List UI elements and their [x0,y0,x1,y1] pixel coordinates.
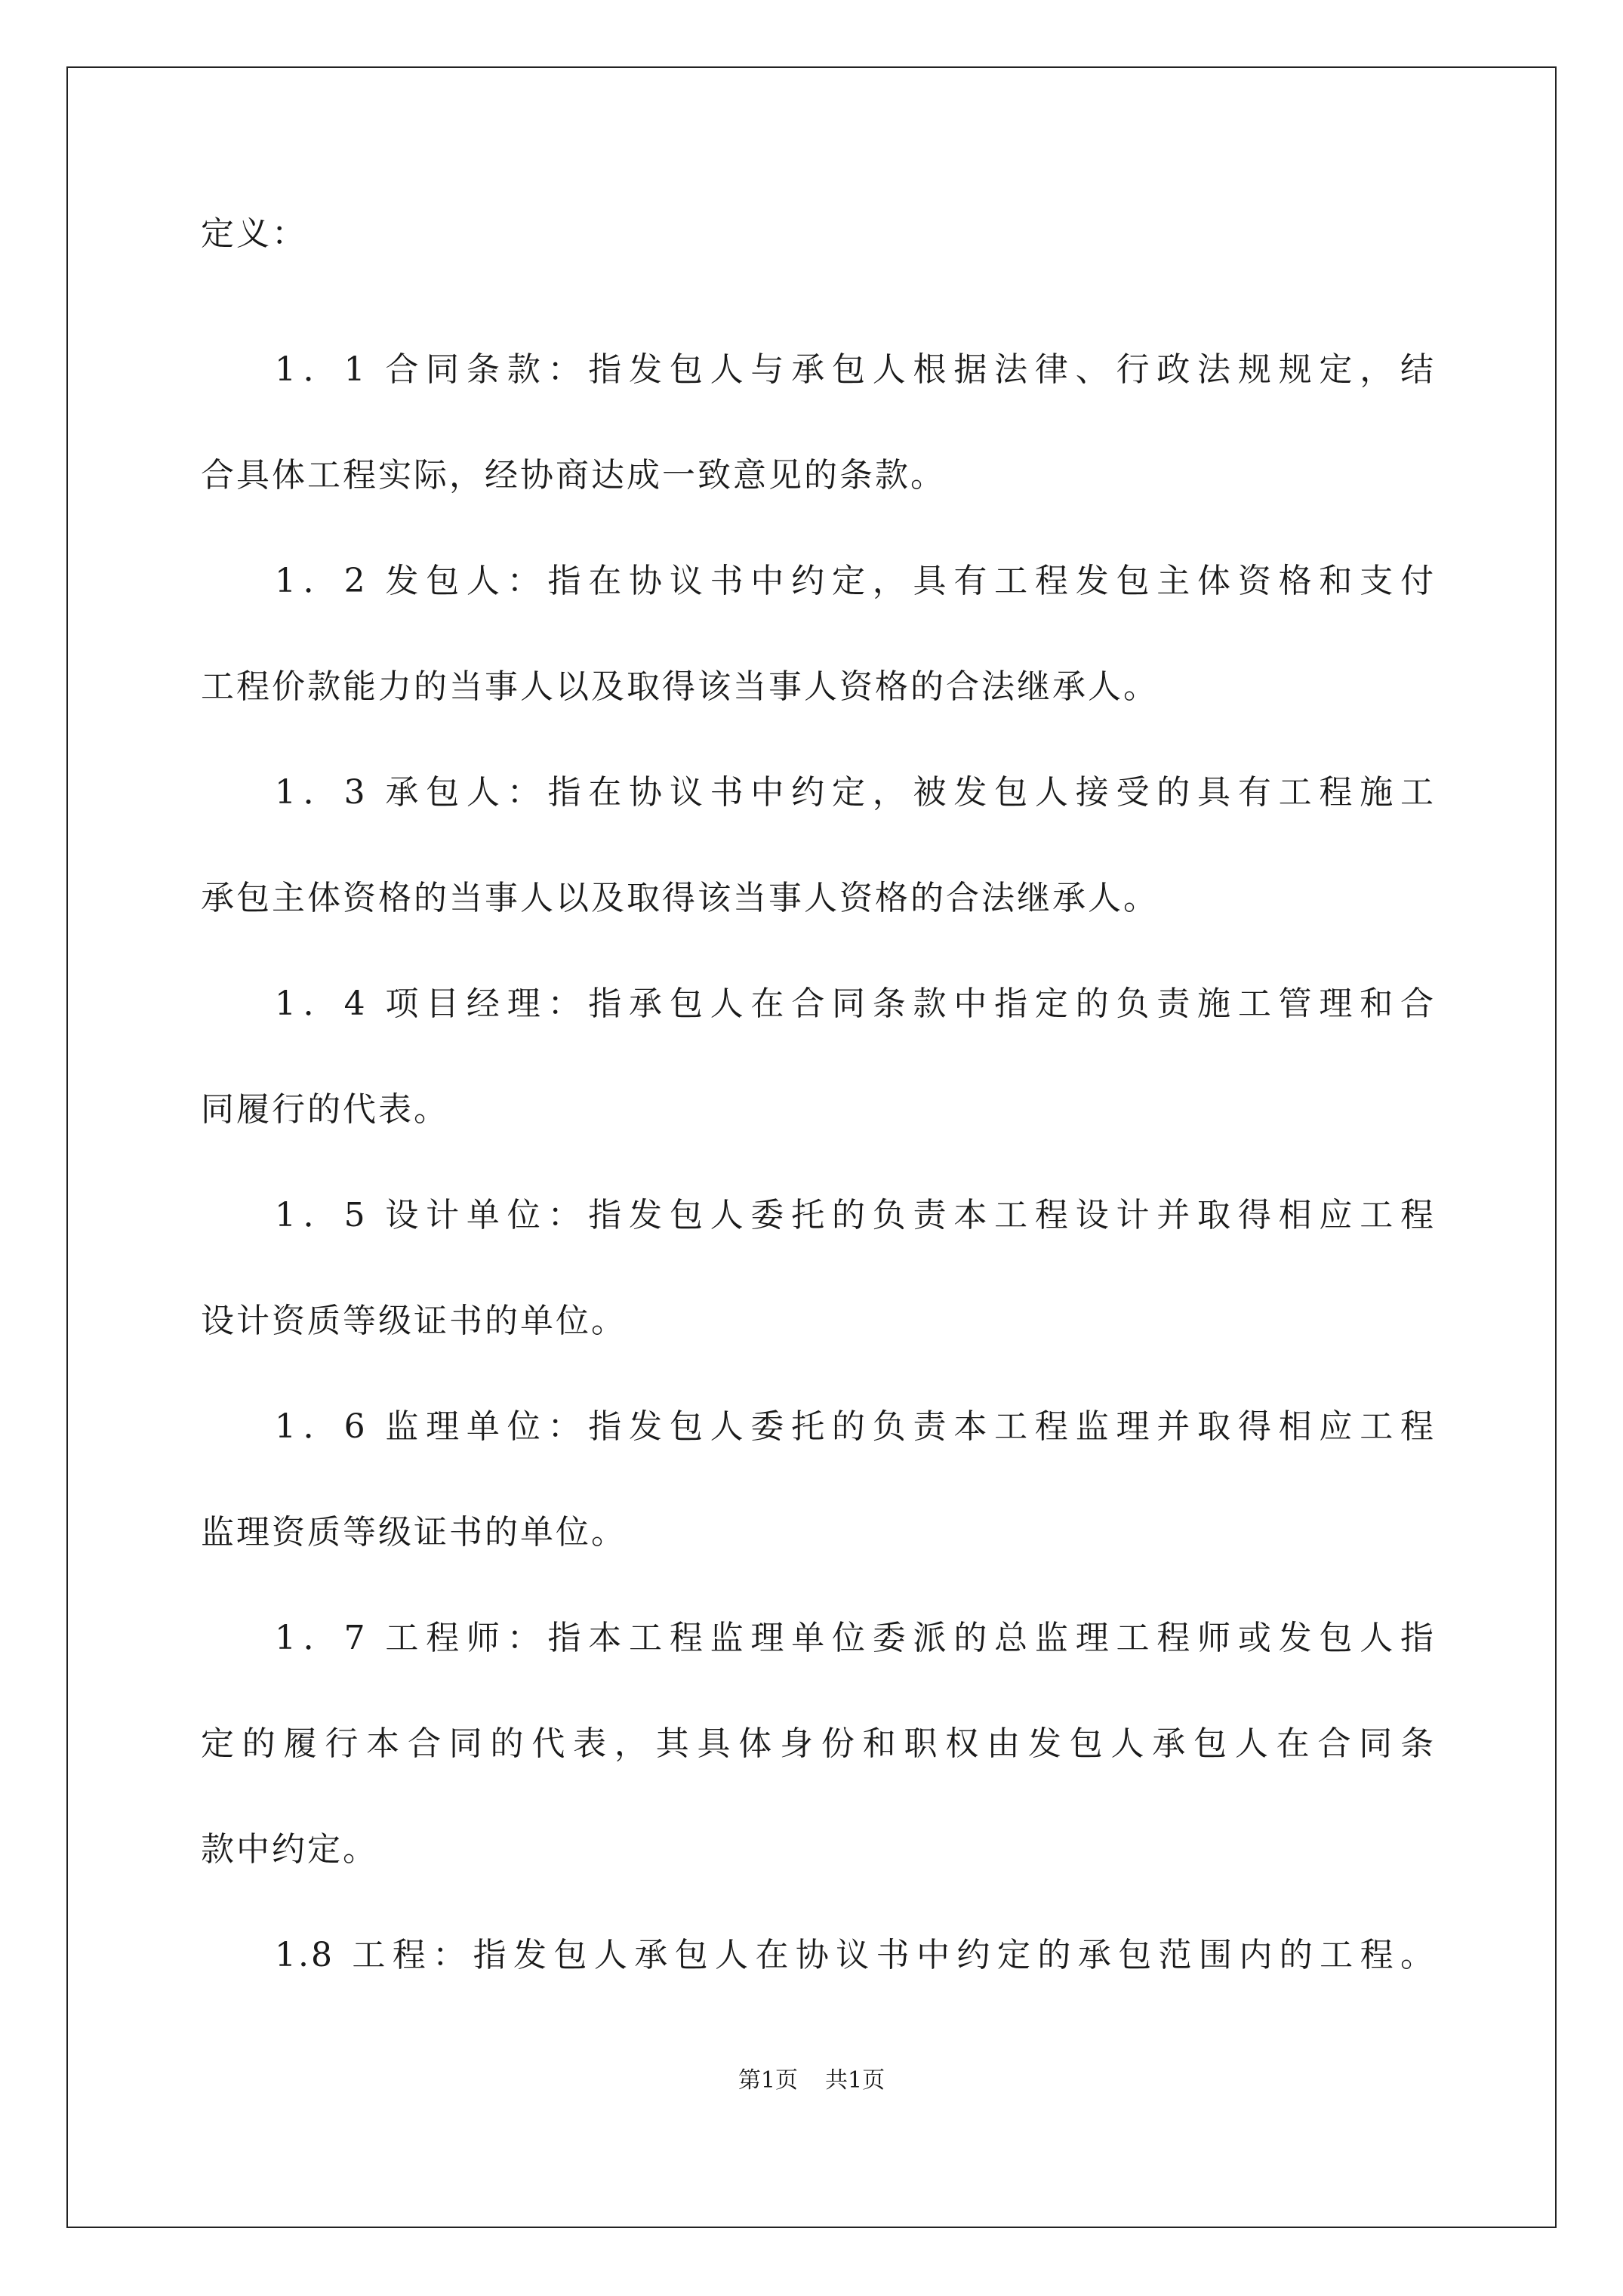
page-total: 共1页 [825,2067,885,2094]
clause-1-7-line-2: 定的履行本合同的代表，其具体身份和职权由发包人承包人在合同条 [201,1724,1436,1763]
clause-1-4-line-1: 1．4 项目经理：指承包人在合同条款中指定的负责施工管理和合 [275,985,1436,1023]
clause-1-5-line-1: 1．5 设计单位：指发包人委托的负责本工程设计并取得相应工程 [275,1196,1436,1234]
clause-1-2-line-2: 工程价款能力的当事人以及取得该当事人资格的合法继承人。 [201,667,1159,706]
clause-1-3-line-1: 1．3 承包人：指在协议书中约定，被发包人接受的具有工程施工 [275,773,1436,812]
page-footer [0,2066,1623,2096]
clause-1-1-line-2: 合具体工程实际，经协商达成一致意见的条款。 [201,456,946,495]
page-number: 第1页 [738,2067,798,2094]
clause-1-1-line-1: 1．1 合同条款：指发包人与承包人根据法律、行政法规规定，结 [275,350,1436,389]
clause-1-3-line-2: 承包主体资格的当事人以及取得该当事人资格的合法继承人。 [201,879,1159,917]
clause-1-4-line-2: 同履行的代表。 [201,1090,449,1129]
clause-1-7-line-3: 款中约定。 [201,1830,378,1869]
clause-1-2-line-1: 1．2 发包人：指在协议书中约定，具有工程发包主体资格和支付 [275,562,1436,600]
clause-1-6-line-2: 监理资质等级证书的单位。 [201,1513,627,1552]
clause-1-5-line-2: 设计资质等级证书的单位。 [201,1302,627,1340]
clause-1-6-line-1: 1．6 监理单位：指发包人委托的负责本工程监理并取得相应工程 [275,1407,1436,1446]
definition-heading: 定义： [201,214,307,253]
clause-1-7-line-1: 1．7 工程师：指本工程监理单位委派的总监理工程师或发包人指 [275,1619,1436,1657]
clause-1-8-line-1: 1.8 工程：指发包人承包人在协议书中约定的承包范围内的工程。 [275,1936,1436,1974]
